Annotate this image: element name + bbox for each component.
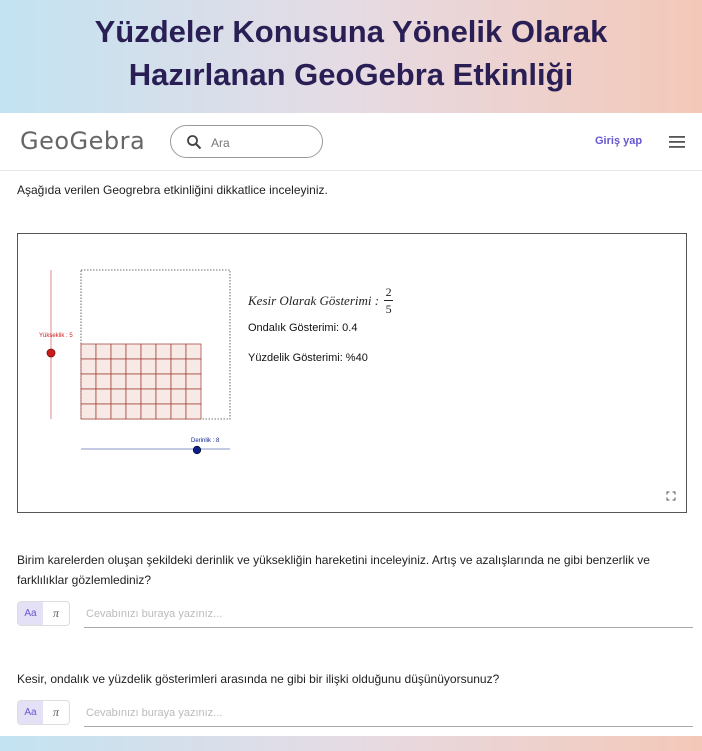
- input-mode-toggle[interactable]: [17, 601, 70, 626]
- unit-square: [171, 359, 186, 374]
- horizontal-slider-handle: [193, 446, 201, 454]
- unit-square: [111, 389, 126, 404]
- vertical-slider-label: Yükseklik : 5: [39, 333, 73, 339]
- fraction-bar: [384, 300, 393, 301]
- unit-square: [111, 359, 126, 374]
- vertical-slider-handle: [47, 349, 55, 357]
- unit-square: [81, 374, 96, 389]
- input-mode-toggle[interactable]: [17, 700, 70, 725]
- unit-square: [141, 389, 156, 404]
- unit-square: [141, 404, 156, 419]
- fullscreen-icon[interactable]: [666, 491, 676, 501]
- unit-square: [126, 404, 141, 419]
- math-mode-button[interactable]: π: [53, 705, 60, 719]
- fraction-value: [384, 285, 393, 316]
- unit-square: [81, 359, 96, 374]
- unit-square: [111, 374, 126, 389]
- answer-input-1[interactable]: [84, 600, 693, 628]
- text-mode-button[interactable]: Aa: [18, 602, 43, 625]
- unit-square: [96, 389, 111, 404]
- unit-square: [111, 404, 126, 419]
- unit-square: [186, 404, 201, 419]
- fraction-denominator: 5: [385, 302, 392, 316]
- unit-square-grid: [81, 344, 201, 419]
- unit-square: [156, 389, 171, 404]
- unit-square: [156, 374, 171, 389]
- unit-square: [171, 389, 186, 404]
- search-icon: [186, 134, 202, 150]
- unit-square: [126, 389, 141, 404]
- unit-square: [186, 374, 201, 389]
- search-input[interactable]: [209, 133, 318, 153]
- question-1-answer: [17, 600, 689, 628]
- unit-square: [81, 389, 96, 404]
- unit-square: [171, 404, 186, 419]
- unit-square: [186, 359, 201, 374]
- unit-square: [156, 404, 171, 419]
- text-mode-button[interactable]: Aa: [18, 701, 43, 724]
- unit-square: [171, 374, 186, 389]
- fraction-numerator: 2: [385, 285, 392, 299]
- banner-title-line-1: Yüzdeler Konusuna Yönelik Olarak: [94, 14, 608, 49]
- intro-text: Aşağıda verilen Geogrebra etkinliğini dikkatlice inceleyiniz.: [17, 183, 328, 197]
- percent-representation: Yüzdelik Gösterimi: %40: [248, 352, 368, 364]
- unit-square: [96, 374, 111, 389]
- unit-square: [156, 344, 171, 359]
- login-link[interactable]: Giriş yap: [595, 135, 643, 147]
- unit-square: [141, 359, 156, 374]
- question-2-answer: [17, 699, 689, 727]
- banner-title-line-2: Hazırlanan GeoGebra Etkinliği: [128, 57, 574, 92]
- unit-square: [81, 344, 96, 359]
- applet-graphics[interactable]: [18, 234, 686, 512]
- unit-square: [96, 359, 111, 374]
- unit-square: [126, 374, 141, 389]
- search-box[interactable]: [170, 125, 323, 158]
- fraction-label: Kesir Olarak Gösterimi :: [248, 292, 380, 308]
- title-banner: [0, 0, 702, 113]
- question-2-text: Kesir, ondalık ve yüzdelik gösterimleri arasında ne gibi bir ilişki olduğunu düşünüyorsunuz?: [17, 672, 500, 686]
- unit-square: [186, 344, 201, 359]
- unit-square: [156, 359, 171, 374]
- horizontal-slider-label: Derinlik : 8: [191, 438, 220, 444]
- unit-square: [96, 404, 111, 419]
- question-1-text: Birim karelerden oluşan şekildeki derinlik ve yüksekliğin hareketini inceleyiniz. Artış ve azalışlarında ne gibi benzerlik ve farklılıklar gözlemlediniz?: [17, 553, 650, 587]
- unit-square: [81, 404, 96, 419]
- decimal-representation: Ondalık Gösterimi: 0.4: [248, 322, 358, 334]
- unit-square: [171, 344, 186, 359]
- geogebra-page: [0, 113, 702, 736]
- unit-square: [141, 344, 156, 359]
- top-bar: [0, 113, 702, 171]
- hamburger-menu-icon[interactable]: [669, 136, 685, 148]
- unit-square: [126, 344, 141, 359]
- fraction-representation: [248, 285, 393, 316]
- unit-square: [111, 344, 126, 359]
- math-mode-button[interactable]: π: [53, 606, 60, 620]
- unit-square: [126, 359, 141, 374]
- unit-square: [96, 344, 111, 359]
- answer-input-2[interactable]: [84, 699, 693, 727]
- geogebra-applet[interactable]: [17, 233, 687, 513]
- geogebra-logo[interactable]: GeoGebra: [20, 127, 146, 155]
- unit-square: [141, 374, 156, 389]
- unit-square: [186, 389, 201, 404]
